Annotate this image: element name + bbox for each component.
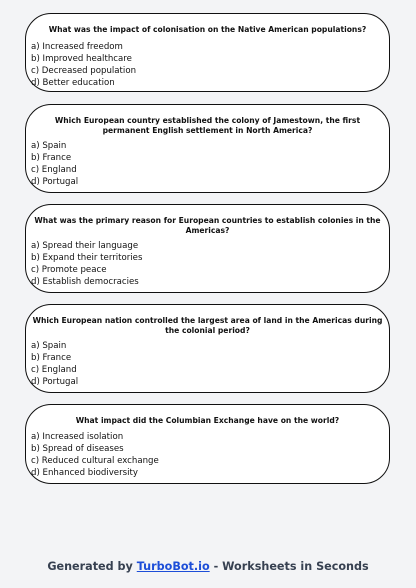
turbobot-link[interactable]: TurboBot.io: [136, 560, 210, 573]
footer-suffix: - Worksheets in Seconds: [209, 560, 369, 573]
option-a: a) Increased isolation: [31, 432, 124, 442]
option-a: a) Increased freedom: [31, 42, 123, 52]
option-d: d) Better education: [31, 78, 115, 88]
question-text-1: What was the impact of colonisation on the Native American populations?: [48, 25, 367, 34]
option-b: b) Spread of diseases: [31, 444, 124, 454]
option-d: d) Establish democracies: [31, 277, 139, 287]
question-card-2: [25, 104, 390, 193]
options-list-4: [31, 340, 78, 388]
question-text-5: What impact did the Columbian Exchange have on the world?: [75, 416, 340, 425]
option-a: a) Spain: [31, 141, 67, 151]
option-b: b) France: [31, 153, 72, 163]
option-a: a) Spread their language: [31, 241, 139, 251]
footer: [0, 560, 416, 573]
question-card-5: [25, 404, 390, 484]
footer-prefix: Generated by: [47, 560, 137, 573]
option-c: c) Decreased population: [31, 66, 137, 76]
option-c: c) England: [31, 165, 77, 175]
question-card-1: [25, 13, 390, 92]
option-c: c) Promote peace: [31, 265, 107, 275]
question-card-4: [25, 304, 390, 393]
option-d: d) Enhanced biodiversity: [31, 468, 138, 478]
option-d: d) Portugal: [31, 377, 79, 387]
options-list-3: [31, 240, 142, 288]
option-a: a) Spain: [31, 341, 67, 351]
question-text-3: What was the primary reason for European countries to establish colonies in the Americas?: [34, 216, 381, 235]
option-d: d) Portugal: [31, 177, 79, 187]
option-b: b) Improved healthcare: [31, 54, 132, 64]
option-b: b) Expand their territories: [31, 253, 143, 263]
options-list-1: [31, 41, 136, 89]
question-text-2: Which European country established the colony of Jamestown, the first permanent English settlement in North America?: [54, 116, 361, 135]
question-text-4: Which European nation controlled the largest area of land in the Americas during the colonial period?: [32, 316, 383, 335]
options-list-5: [31, 431, 159, 479]
option-c: c) Reduced cultural exchange: [31, 456, 159, 466]
option-b: b) France: [31, 353, 72, 363]
option-c: c) England: [31, 365, 77, 375]
options-list-2: [31, 140, 78, 188]
question-card-3: [25, 204, 390, 293]
